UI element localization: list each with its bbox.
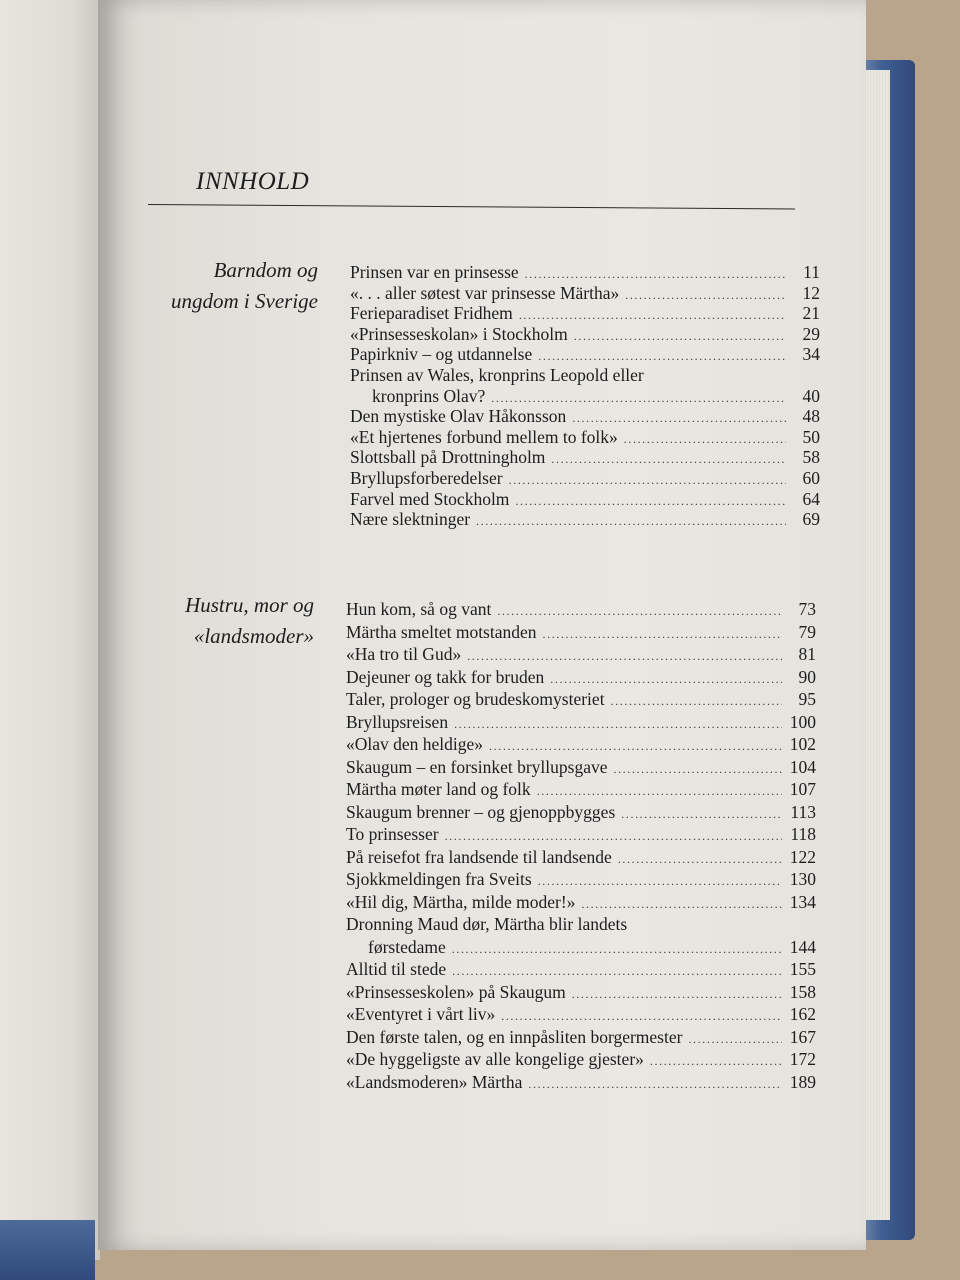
toc-dot-leader bbox=[528, 1073, 782, 1096]
toc-entry bbox=[350, 489, 820, 510]
toc-dot-leader bbox=[581, 893, 782, 916]
toc-page-number: 64 bbox=[802, 488, 820, 509]
toc-entry bbox=[346, 1026, 816, 1049]
toc-entry-title: Farvel med Stockholm bbox=[350, 488, 510, 509]
toc-entry-title: «Eventyret i vårt liv» bbox=[346, 1004, 496, 1024]
toc-entry bbox=[346, 913, 816, 936]
toc-entry bbox=[346, 846, 816, 869]
toc-dot-leader bbox=[688, 1028, 782, 1051]
toc-entry-title: kronprins Olav? bbox=[372, 385, 486, 406]
toc-entry-title: Prinsen var en prinsesse bbox=[350, 262, 519, 282]
toc-dot-leader bbox=[538, 346, 786, 367]
toc-entry bbox=[350, 427, 820, 448]
toc-entry bbox=[346, 733, 816, 756]
toc-dot-leader bbox=[572, 983, 782, 1006]
toc-dot-leader bbox=[501, 1005, 782, 1028]
toc-page-number: 113 bbox=[790, 801, 816, 822]
toc-page-number: 12 bbox=[802, 282, 820, 303]
toc-entry bbox=[350, 324, 820, 345]
toc-entry-title: «Et hjertenes forbund mellem to folk» bbox=[350, 426, 618, 447]
toc-entry-title: «. . . aller søtest var prinsesse Märtha» bbox=[350, 282, 620, 303]
toc-dot-leader bbox=[452, 960, 782, 983]
toc-dot-leader bbox=[650, 1050, 782, 1073]
toc-page-number: 100 bbox=[789, 711, 816, 732]
toc-entry-title: Sjokkmeldingen fra Sveits bbox=[346, 869, 532, 889]
left-cover-corner bbox=[0, 1220, 95, 1280]
toc-entry-title: «Olav den heldige» bbox=[346, 734, 484, 754]
toc-entry-title: «Prinsesseskolan» i Stockholm bbox=[350, 323, 568, 344]
toc-page-number: 79 bbox=[798, 621, 816, 642]
toc-entry-title: Slottsball på Drottningholm bbox=[350, 447, 546, 468]
toc-dot-leader bbox=[509, 470, 786, 491]
toc-entry-title: Bryllupsreisen bbox=[346, 711, 449, 732]
toc-entry bbox=[346, 801, 816, 824]
toc-entry bbox=[346, 868, 816, 891]
toc-entry-title: Ferieparadiset Fridhem bbox=[350, 303, 513, 324]
toc-dot-leader bbox=[621, 803, 782, 826]
toc-page-number: 29 bbox=[802, 323, 820, 344]
toc-entry bbox=[346, 711, 816, 734]
toc-dot-leader bbox=[497, 600, 782, 623]
section-title-barndom bbox=[98, 255, 318, 317]
toc-entry bbox=[350, 406, 820, 427]
toc-entry bbox=[346, 981, 816, 1004]
toc-dot-leader bbox=[537, 780, 782, 803]
toc-entry-title: To prinsesser bbox=[346, 824, 439, 844]
toc-entry bbox=[350, 447, 820, 468]
toc-entry bbox=[350, 365, 820, 386]
toc-entry bbox=[346, 621, 816, 644]
toc-page-number: 60 bbox=[802, 467, 820, 488]
toc-dot-leader bbox=[624, 429, 786, 450]
toc-entry-title: Skaugum – en forsinket bryllupsgave bbox=[346, 756, 608, 777]
toc-entry-title: «Hil dig, Märtha, milde moder!» bbox=[346, 891, 576, 912]
toc-dot-leader bbox=[445, 825, 782, 848]
toc-page-number: 58 bbox=[802, 447, 820, 468]
toc-dot-leader bbox=[625, 285, 786, 306]
toc-dot-leader bbox=[489, 735, 782, 758]
toc-page-number: 48 bbox=[802, 406, 820, 427]
toc-page-number: 81 bbox=[798, 644, 816, 664]
toc-entry bbox=[346, 598, 816, 621]
toc-entry bbox=[346, 1003, 816, 1026]
toc-dot-leader bbox=[515, 491, 786, 512]
toc-entry-title: Prinsen av Wales, kronprins Leopold eller bbox=[350, 364, 644, 385]
toc-entry-title: Dejeuner og takk for bruden bbox=[346, 666, 545, 687]
toc-page-number: 130 bbox=[789, 869, 816, 889]
toc-page-number: 95 bbox=[798, 689, 816, 709]
toc-entry bbox=[350, 468, 820, 489]
toc-page-number: 189 bbox=[789, 1071, 816, 1092]
toc-dot-leader bbox=[454, 713, 782, 736]
toc-page-number: 118 bbox=[790, 824, 816, 844]
toc-page-number: 167 bbox=[789, 1026, 816, 1047]
toc-entry bbox=[346, 688, 816, 711]
toc-entry bbox=[350, 386, 820, 407]
toc-dot-leader bbox=[525, 264, 786, 285]
toc-entry-title: «Ha tro til Gud» bbox=[346, 644, 462, 664]
toc-page-number: 104 bbox=[789, 756, 816, 777]
left-page bbox=[0, 0, 100, 1260]
toc-page-number: 11 bbox=[803, 262, 820, 282]
toc-entry bbox=[346, 936, 816, 959]
toc-dot-leader bbox=[551, 449, 786, 470]
page-heading: INNHOLD bbox=[196, 168, 310, 195]
toc-entry bbox=[346, 666, 816, 689]
toc-dot-leader bbox=[611, 690, 782, 713]
toc-page-number: 122 bbox=[789, 846, 816, 867]
toc-dot-leader bbox=[572, 408, 786, 429]
toc-entry-title: Märtha møter land og folk bbox=[346, 779, 531, 799]
section-entries-barndom bbox=[350, 262, 820, 530]
section-title-line: «landsmoder» bbox=[193, 624, 314, 648]
toc-entry-title: Bryllupsforberedelser bbox=[350, 467, 503, 488]
toc-dot-leader bbox=[613, 758, 782, 781]
toc-page-number: 34 bbox=[802, 344, 820, 365]
toc-entry-title: Nære slektninger bbox=[350, 509, 471, 530]
toc-page-number: 155 bbox=[789, 959, 816, 979]
toc-dot-leader bbox=[543, 623, 782, 646]
toc-entry bbox=[350, 283, 820, 304]
toc-entry bbox=[346, 823, 816, 846]
toc-page-number: 172 bbox=[789, 1049, 816, 1069]
toc-entry bbox=[346, 1048, 816, 1071]
contents-page bbox=[98, 0, 866, 1250]
toc-entry bbox=[346, 778, 816, 801]
toc-dot-leader bbox=[574, 326, 786, 347]
toc-page-number: 90 bbox=[798, 666, 816, 687]
toc-entry bbox=[350, 262, 820, 283]
toc-entry bbox=[350, 509, 820, 530]
toc-entry-title: Den mystiske Olav Håkonsson bbox=[350, 406, 567, 427]
toc-entry bbox=[346, 643, 816, 666]
toc-entry bbox=[346, 958, 816, 981]
toc-entry-title: «De hyggeligste av alle kongelige gjester» bbox=[346, 1049, 644, 1069]
toc-dot-leader bbox=[452, 938, 782, 961]
toc-page-number: 134 bbox=[789, 891, 816, 912]
toc-page-number: 102 bbox=[789, 734, 816, 754]
toc-entry-title: Taler, prologer og brudeskomysteriet bbox=[346, 689, 605, 709]
heading-rule bbox=[148, 204, 795, 210]
toc-dot-leader bbox=[550, 668, 782, 691]
toc-entry-title: Hun kom, så og vant bbox=[346, 599, 492, 619]
toc-page-number: 144 bbox=[789, 936, 816, 957]
section-title-hustru bbox=[94, 590, 314, 652]
section-title-line: Barndom og bbox=[213, 258, 318, 282]
toc-page-number: 162 bbox=[789, 1004, 816, 1024]
toc-entry-title: Märtha smeltet motstanden bbox=[346, 621, 537, 642]
toc-dot-leader bbox=[519, 305, 786, 326]
section-title-line: Hustru, mor og bbox=[185, 593, 314, 617]
section-title-line: ungdom i Sverige bbox=[171, 289, 318, 313]
toc-entry bbox=[346, 1071, 816, 1094]
toc-entry bbox=[350, 344, 820, 365]
toc-entry-title: Dronning Maud dør, Märtha blir landets bbox=[346, 914, 628, 934]
toc-entry bbox=[346, 756, 816, 779]
toc-page-number: 158 bbox=[789, 981, 816, 1002]
toc-page-number: 50 bbox=[802, 426, 820, 447]
toc-dot-leader bbox=[491, 388, 786, 409]
toc-entry-title: På reisefot fra landsende til landsende bbox=[346, 846, 612, 867]
toc-page-number: 21 bbox=[802, 303, 820, 324]
toc-page-number: 73 bbox=[798, 599, 816, 619]
toc-dot-leader bbox=[476, 511, 786, 532]
toc-page-number: 40 bbox=[802, 385, 820, 406]
toc-page-number: 69 bbox=[802, 509, 820, 530]
toc-entry-title: førstedame bbox=[368, 936, 446, 957]
toc-entry-title: Papirkniv – og utdannelse bbox=[350, 344, 533, 365]
toc-dot-leader bbox=[467, 645, 782, 668]
toc-entry-title: Skaugum brenner – og gjenoppbygges bbox=[346, 801, 616, 822]
section-entries-hustru bbox=[346, 598, 816, 1093]
toc-page-number: 107 bbox=[789, 779, 816, 799]
toc-entry-title: «Landsmoderen» Märtha bbox=[346, 1071, 523, 1092]
toc-dot-leader bbox=[538, 870, 782, 893]
toc-entry-title: Alltid til stede bbox=[346, 959, 447, 979]
toc-entry-title: «Prinsesseskolen» på Skaugum bbox=[346, 981, 566, 1002]
toc-entry bbox=[346, 891, 816, 914]
toc-entry bbox=[350, 303, 820, 324]
toc-entry-title: Den første talen, og en innpåsliten borgermester bbox=[346, 1026, 683, 1047]
toc-dot-leader bbox=[618, 848, 782, 871]
